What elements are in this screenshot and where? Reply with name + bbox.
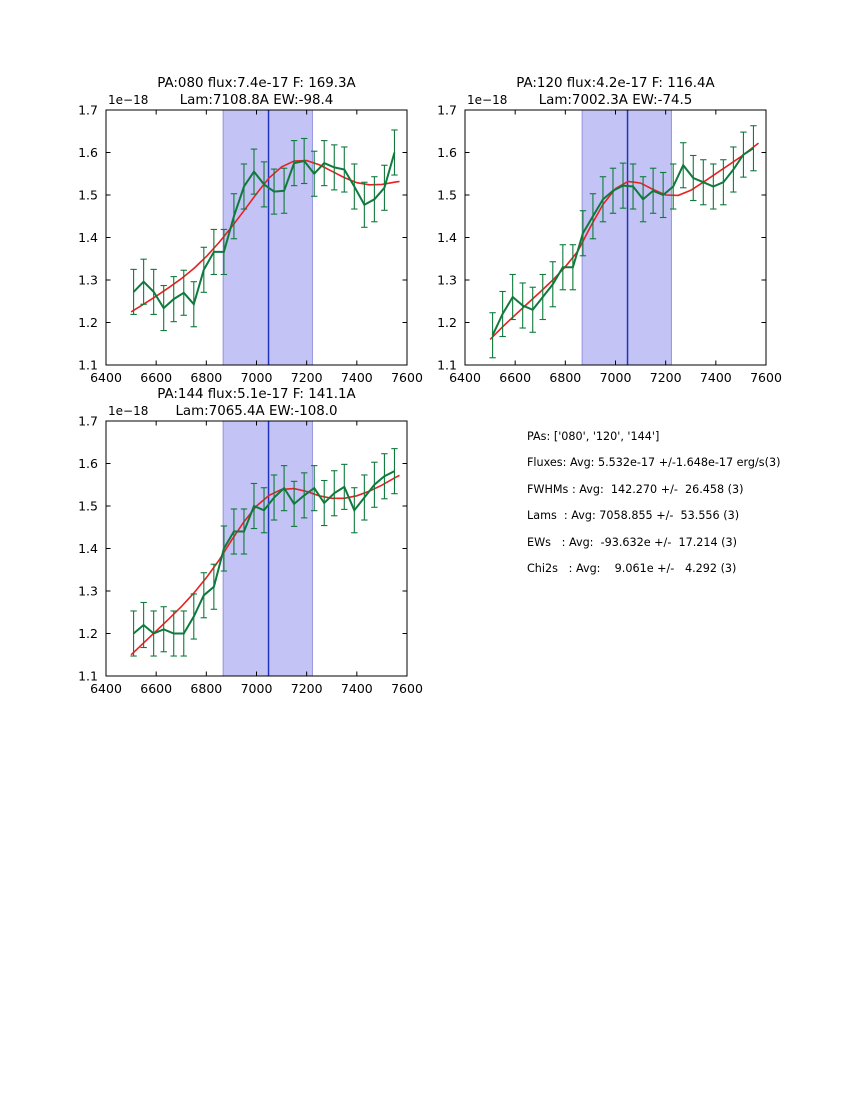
x-tick-label: 6800 — [190, 681, 223, 696]
y-tick-label: 1.2 — [78, 626, 98, 641]
spectrum-plot — [40, 60, 426, 394]
x-tick-label: 7600 — [391, 370, 423, 385]
x-tick-label: 6400 — [90, 681, 122, 696]
summary-line-lams: Lams : Avg: 7058.855 +/- 53.556 (3) — [527, 509, 740, 523]
chart-pa120 — [399, 60, 785, 398]
chart-title-line1: PA:144 flux:5.1e-17 F: 141.1A — [157, 387, 356, 402]
x-tick-label: 7000 — [240, 681, 273, 696]
y-tick-label: 1.2 — [437, 315, 457, 330]
highlight-band — [582, 110, 671, 365]
x-tick-label: 7400 — [699, 370, 732, 385]
y-tick-label: 1.4 — [78, 541, 98, 556]
x-tick-label: 7000 — [599, 370, 632, 385]
x-tick-label: 7600 — [750, 370, 782, 385]
summary-line-fwhms: FWHMs : Avg: 142.270 +/- 26.458 (3) — [527, 482, 744, 496]
y-offset-label: 1e−18 — [108, 404, 149, 418]
y-tick-label: 1.4 — [437, 230, 457, 245]
y-tick-label: 1.3 — [78, 272, 98, 288]
y-tick-label: 1.6 — [78, 145, 98, 160]
summary-line-chi2s: Chi2s : Avg: 9.061e +/- 4.292 (3) — [527, 562, 737, 576]
y-tick-label: 1.3 — [437, 272, 457, 288]
y-tick-label: 1.6 — [437, 145, 457, 160]
y-tick-label: 1.2 — [78, 315, 98, 330]
y-tick-label: 1.7 — [78, 413, 98, 429]
chart-title-line1: PA:080 flux:7.4e-17 F: 169.3A — [157, 76, 356, 91]
x-tick-label: 7200 — [290, 681, 323, 696]
x-tick-label: 6400 — [449, 370, 481, 385]
chart-pa144 — [40, 371, 426, 709]
x-tick-label: 7600 — [391, 681, 423, 696]
y-tick-label: 1.1 — [437, 357, 457, 373]
x-tick-label: 6800 — [549, 370, 582, 385]
x-tick-label: 7200 — [290, 370, 323, 385]
summary-line-pas: PAs: ['080', '120', '144'] — [527, 430, 660, 443]
x-tick-label: 7400 — [340, 370, 373, 385]
highlight-band — [223, 110, 312, 365]
x-tick-label: 6400 — [90, 370, 122, 385]
chart-title-line2: Lam:7065.4A EW:-108.0 — [175, 404, 338, 419]
chart-title-line1: PA:120 flux:4.2e-17 F: 116.4A — [516, 76, 715, 91]
y-offset-label: 1e−18 — [467, 93, 508, 107]
y-tick-label: 1.5 — [78, 187, 98, 203]
x-tick-label: 7000 — [240, 370, 273, 385]
chart-pa080 — [40, 60, 426, 398]
y-offset-label: 1e−18 — [108, 93, 149, 107]
y-tick-label: 1.3 — [78, 583, 98, 599]
y-tick-label: 1.7 — [437, 102, 457, 118]
y-tick-label: 1.4 — [78, 230, 98, 245]
y-tick-label: 1.7 — [78, 102, 98, 118]
summary-panel — [527, 424, 780, 582]
x-tick-label: 7200 — [649, 370, 682, 385]
chart-title-line2: Lam:7002.3A EW:-74.5 — [538, 93, 693, 108]
x-tick-label: 6600 — [140, 681, 173, 696]
spectrum-plot — [40, 371, 426, 705]
y-tick-label: 1.1 — [78, 668, 98, 684]
y-tick-label: 1.1 — [78, 357, 98, 373]
y-tick-label: 1.5 — [78, 498, 98, 514]
x-tick-label: 6600 — [140, 370, 173, 385]
y-tick-label: 1.6 — [78, 456, 98, 471]
spectrum-plot — [399, 60, 785, 394]
x-tick-label: 6800 — [190, 370, 223, 385]
x-tick-label: 6600 — [499, 370, 532, 385]
summary-line-ews: EWs : Avg: -93.632e +/- 17.214 (3) — [527, 535, 738, 549]
x-tick-label: 7400 — [340, 681, 373, 696]
chart-title-line2: Lam:7108.8A EW:-98.4 — [179, 93, 334, 108]
highlight-band — [223, 421, 312, 676]
summary-line-fluxes: Fluxes: Avg: 5.532e-17 +/-1.648e-17 erg/s(3) — [527, 456, 781, 470]
y-tick-label: 1.5 — [437, 187, 457, 203]
